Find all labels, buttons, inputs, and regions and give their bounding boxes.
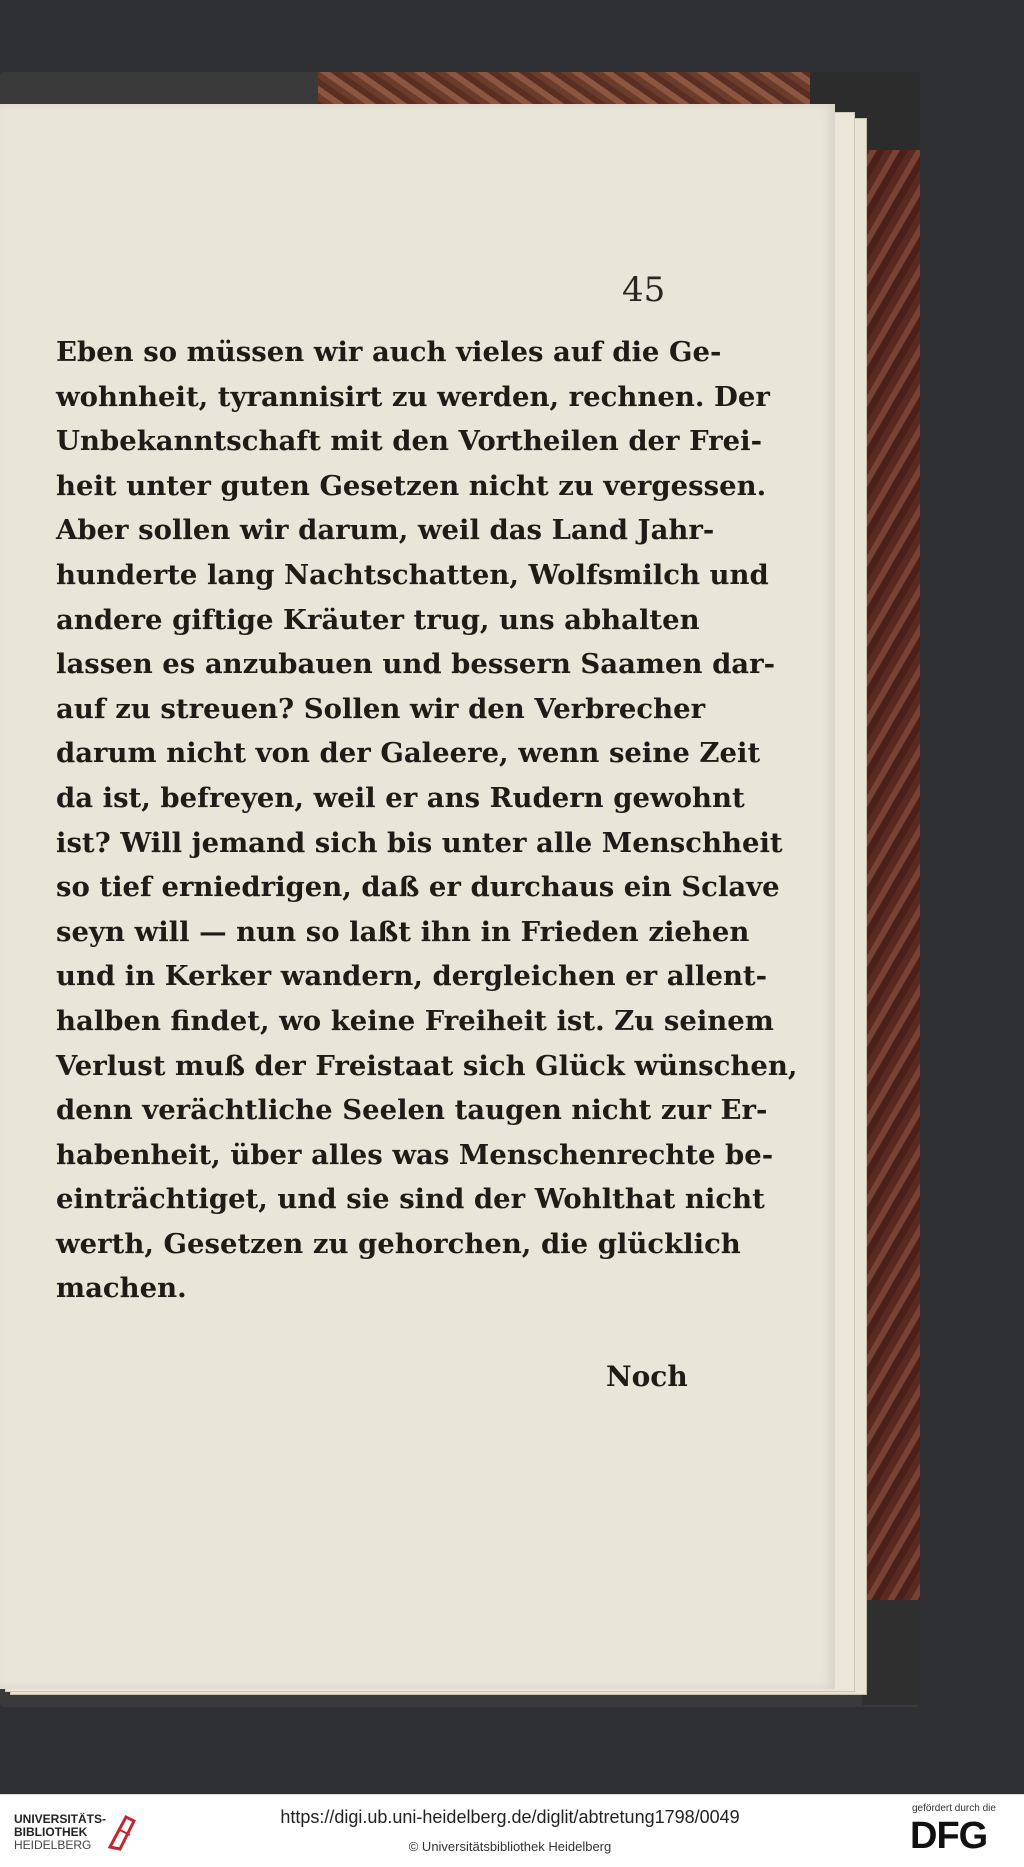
text-line: Verlust muß der Freistaat sich Glück wünschen, <box>56 1049 798 1082</box>
page-url-link[interactable]: https://digi.ub.uni-heidelberg.de/diglit/abtretung1798/0049 <box>280 1807 740 1827</box>
page-number: 45 <box>622 270 666 310</box>
logo-line: BIBLIOTHEK <box>14 1825 88 1839</box>
catchword: Noch <box>606 1360 688 1393</box>
text-line: hunderte lang Nachtschatten, Wolfsmilch und <box>56 558 769 591</box>
text-line: andere giftige Kräuter trug, uns abhalten <box>56 603 700 636</box>
text-line: machen. <box>56 1272 187 1305</box>
text-line: so tief erniedrigen, daß er durchaus ein Sclave <box>56 871 780 904</box>
text-line: da ist, befreyen, weil er ans Rudern gewohnt <box>56 781 745 814</box>
cover-corner-bottom <box>862 1600 920 1705</box>
text-line: werth, Gesetzen zu gehorchen, die glücklich <box>56 1227 741 1260</box>
text-line: denn verächtliche Seelen taugen nicht zur Er- <box>56 1094 768 1127</box>
text-line: auf zu streuen? Sollen wir den Verbrecher <box>56 692 706 725</box>
text-line: seyn will — nun so laßt ihn in Frieden ziehen <box>56 915 750 948</box>
marbled-cover-right <box>862 150 920 1620</box>
library-emblem-icon <box>104 1809 140 1853</box>
text-line: wohnheit, tyrannisirt zu werden, rechnen. Der <box>56 380 770 413</box>
text-line: Aber sollen wir darum, weil das Land Jahr- <box>56 514 715 547</box>
logo-line: UNIVERSITÄTS- <box>14 1812 107 1826</box>
library-logo[interactable] <box>14 1813 106 1852</box>
text-line: lassen es anzubauen und bessern Saamen dar- <box>56 648 776 681</box>
text-line: ist? Will jemand sich bis unter alle Menschheit <box>56 826 783 859</box>
footer-bar <box>0 1794 1024 1867</box>
text-line: heit unter guten Gesetzen nicht zu vergessen. <box>56 469 767 502</box>
logo-line: HEIDELBERG <box>14 1838 92 1852</box>
funding-note: gefördert durch die <box>912 1803 996 1814</box>
text-line: Unbekanntschaft mit den Vortheilen der Frei- <box>56 425 762 458</box>
dfg-logo[interactable]: DFG <box>910 1815 988 1857</box>
copyright-text: © Universitätsbibliothek Heidelberg <box>408 1839 612 1854</box>
text-line: habenheit, über alles was Menschenrechte be- <box>56 1138 774 1171</box>
text-line: und in Kerker wandern, dergleichen er allent- <box>56 960 768 993</box>
text-line: einträchtiget, und sie sind der Wohlthat nicht <box>56 1183 765 1216</box>
text-line: darum nicht von der Galeere, wenn seine Zeit <box>56 737 761 770</box>
text-line: Eben so müssen wir auch vieles auf die Ge- <box>56 336 722 368</box>
page-body-text <box>56 330 798 1311</box>
text-line: halben findet, wo keine Freiheit ist. Zu seinem <box>56 1004 774 1037</box>
